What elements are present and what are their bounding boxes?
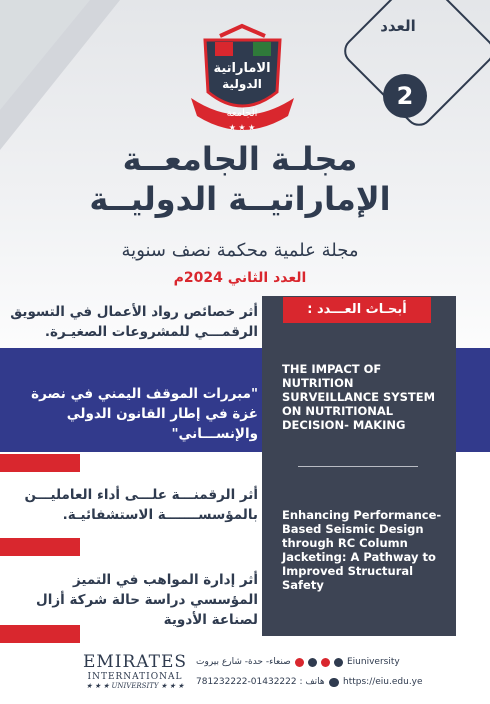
globe-icon [330, 678, 339, 687]
website-line [330, 677, 423, 687]
decorative-triangle [0, 0, 90, 110]
journal-title-line2: الإماراتيــة الدوليــة [89, 180, 391, 218]
red-accent-bar [0, 538, 80, 556]
footer [0, 646, 490, 704]
location-icon [295, 658, 304, 667]
instagram-icon [334, 658, 343, 667]
crest-text-2: الدولية [222, 77, 262, 91]
university-wordmark [80, 652, 190, 690]
red-accent-bar [0, 454, 80, 472]
brand-line1: EMIRATES [82, 652, 188, 672]
university-crest-icon [185, 22, 300, 142]
issue-number: 2 [383, 74, 427, 118]
website-link[interactable]: https://eiu.edu.ye [343, 677, 423, 687]
address-line [196, 657, 304, 667]
edition-label: العدد الثاني 2024م [173, 270, 307, 286]
journal-subtitle: مجلة علمية محكمة نصف سنوية [121, 240, 359, 261]
arabic-article-title: أثر خصائص رواد الأعمال في التسويق الرقمـــي للمشروعات الصغيـرة. [10, 304, 258, 340]
research-heading: أبحـاث العـــدد : [283, 297, 431, 323]
brand-line2: INTERNATIONAL [87, 672, 183, 682]
facebook-icon [308, 658, 317, 667]
crest-ribbon-text: الجامعة [226, 108, 258, 119]
crest-text-1: الاماراتية [213, 61, 271, 76]
divider [298, 466, 418, 467]
red-accent-bar [0, 625, 80, 643]
arabic-article-title: أثر إدارة المواهب في التميز المؤسسي دراسة حالة شركة أزال لصناعة الأدوية [36, 572, 258, 628]
svg-text:★ ★ ★: ★ ★ ★ [228, 123, 256, 132]
social-line [308, 657, 400, 667]
english-article-title: Enhancing Performance-Based Seismic Design through RC Column Jacketing: A Pathway to Improved Structural Safety [282, 508, 442, 592]
journal-title-line1: مجلـة الجامعــة [122, 140, 358, 178]
arabic-article-title: أثر الرقمنـــة علـــى أداء العامليـــن بالمؤسســـــــة الاستشفائيـة. [24, 487, 258, 523]
social-handle[interactable]: Eiuniversity [347, 657, 400, 667]
arabic-article-title: "مبررات الموقف اليمني في نصرة غزة في إطار القانون الدولي والإنســـاني" [31, 386, 258, 442]
phone-text: هاتف : 01432222-781232222 [196, 677, 325, 687]
issue-label: العدد [380, 17, 416, 35]
youtube-icon [321, 658, 330, 667]
brand-line3: ★ ★ ★ UNIVERSITY ★ ★ ★ [85, 682, 185, 690]
address-text: صنعاء- حدة- شارع بيروت [196, 657, 291, 667]
phone-line [196, 677, 338, 687]
english-article-title: THE IMPACT OF NUTRITION SURVEILLANCE SYSTEM ON NUTRITIONAL DECISION- MAKING [282, 362, 436, 432]
